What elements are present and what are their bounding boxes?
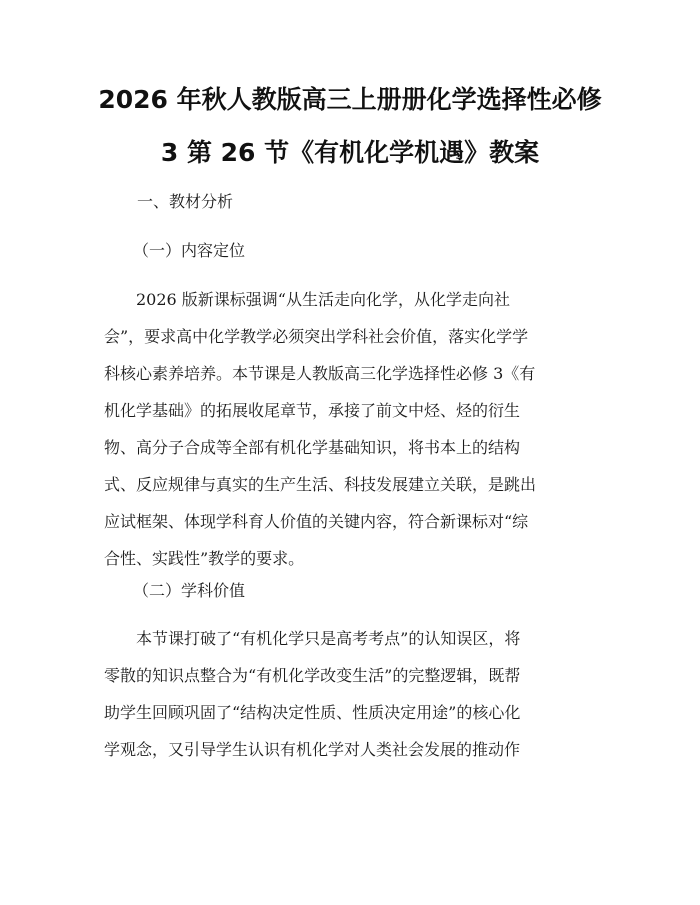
paragraph-line: 助学生回顾巩固了“结构决定性质、性质决定用途”的核心化: [104, 703, 521, 722]
paragraph-line: 应试框架、体现学科育人价值的关键内容，符合新课标对“综: [104, 512, 529, 531]
subsection-heading-content-positioning: （一）内容定位: [133, 241, 246, 260]
paragraph-line: 物、高分子合成等全部有机化学基础知识，将书本上的结构: [104, 438, 521, 457]
paragraph-content-positioning: [104, 289, 604, 585]
paragraph-line: 学观念，又引导学生认识有机化学对人类社会发展的推动作: [104, 740, 521, 759]
paragraph-line: 科核心素养培养。本节课是人教版高三化学选择性必修 3《有: [104, 364, 536, 383]
paragraph-line: 零散的知识点整合为“有机化学改变生活”的完整逻辑，既帮: [104, 666, 521, 685]
paragraph-line: 式、反应规律与真实的生产生活、科技发展建立关联，是跳出: [104, 475, 537, 494]
paragraph-line: 合性、实践性”教学的要求。: [104, 549, 305, 568]
section-heading-textbook-analysis: 一、教材分析: [137, 192, 234, 211]
paragraph-line: 机化学基础》的拓展收尾章节，承接了前文中烃、烃的衍生: [104, 401, 521, 420]
paragraph-line: 2026 版新课标强调“从生活走向化学，从化学走向社: [104, 290, 510, 309]
document-title-line-1: 2026 年秋人教版高三上册册化学选择性必修: [98, 85, 602, 114]
paragraph-line: 会”，要求高中化学教学必须突出学科社会价值，落实化学学: [104, 327, 529, 346]
paragraph-subject-value: [104, 628, 604, 776]
paragraph-line: 本节课打破了“有机化学只是高考考点”的认知误区，将: [104, 629, 521, 648]
subsection-heading-subject-value: （二）学科价值: [133, 581, 246, 600]
document-title-line-2: 3 第 26 节《有机化学机遇》教案: [160, 138, 540, 167]
